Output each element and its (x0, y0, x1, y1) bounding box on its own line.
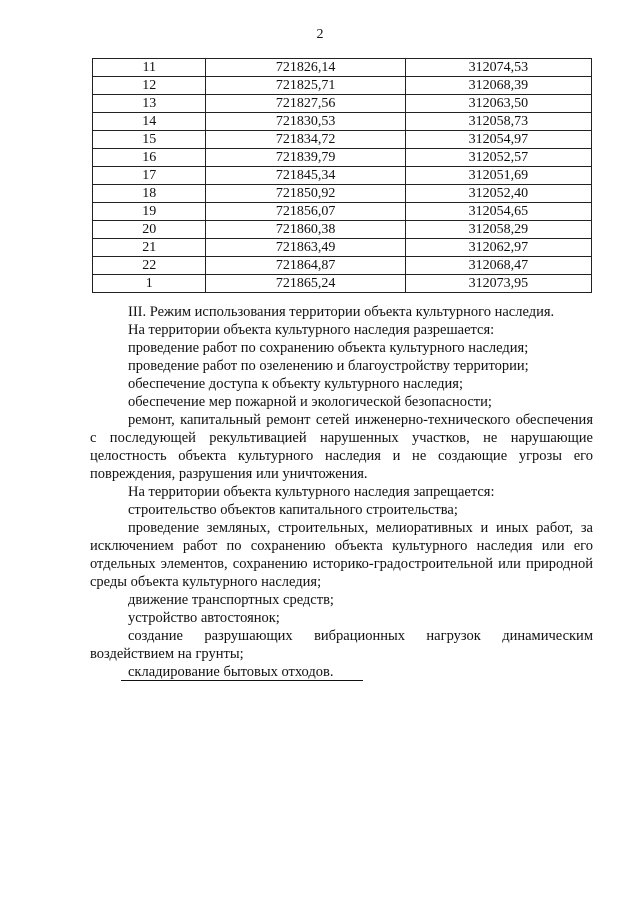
paragraph: На территории объекта культурного наследия разрешается: (128, 322, 495, 338)
paragraph: проведение земляных, строительных, мелиоративных и иных работ, за исключением работ по сохранению объекта культурного наследия или его отдельных элементов, сохранению историко-градостроительной или природной среды объекта культурного наследия; (90, 520, 593, 590)
y-coordinate-cell: 312051,69 (405, 167, 591, 185)
y-coordinate-cell: 312054,65 (405, 203, 591, 221)
y-coordinate-cell: 312058,29 (405, 221, 591, 239)
y-coordinate-cell: 312073,95 (405, 275, 591, 293)
y-coordinate-cell: 312054,97 (405, 131, 591, 149)
paragraph: устройство автостоянок; (128, 610, 280, 626)
point-number-cell: 19 (93, 203, 206, 221)
x-coordinate-cell: 721834,72 (206, 131, 405, 149)
x-coordinate-cell: 721845,34 (206, 167, 405, 185)
table-row (93, 59, 592, 77)
paragraph: ремонт, капитальный ремонт сетей инженерно-технического обеспечения с последующей рекультивацией нарушенных участков, не нарушающие целостность объекта культурного наследия и не создающие угрозы его повреждения, разрушения или уничтожения. (90, 412, 593, 482)
table-row (93, 239, 592, 257)
table-row (93, 185, 592, 203)
point-number-cell: 17 (93, 167, 206, 185)
table-row (93, 113, 592, 131)
paragraph: проведение работ по сохранению объекта культурного наследия; (128, 340, 529, 356)
end-separator-line (121, 680, 363, 681)
y-coordinate-cell: 312063,50 (405, 95, 591, 113)
y-coordinate-cell: 312058,73 (405, 113, 591, 131)
x-coordinate-cell: 721865,24 (206, 275, 405, 293)
page-number: 2 (316, 27, 324, 42)
x-coordinate-cell: 721860,38 (206, 221, 405, 239)
table-row (93, 167, 592, 185)
table-row (93, 77, 592, 95)
paragraph: На территории объекта культурного наследия запрещается: (128, 484, 495, 500)
point-number-cell: 13 (93, 95, 206, 113)
point-number-cell: 22 (93, 257, 206, 275)
x-coordinate-cell: 721850,92 (206, 185, 405, 203)
point-number-cell: 16 (93, 149, 206, 167)
x-coordinate-cell: 721839,79 (206, 149, 405, 167)
paragraph: обеспечение доступа к объекту культурного наследия; (128, 376, 464, 392)
section-heading: III. Режим использования территории объекта культурного наследия. (128, 304, 555, 320)
paragraph: проведение работ по озеленению и благоустройству территории; (128, 358, 529, 374)
table-row (93, 221, 592, 239)
point-number-cell: 15 (93, 131, 206, 149)
y-coordinate-cell: 312052,40 (405, 185, 591, 203)
coordinates-table-body (93, 59, 592, 293)
point-number-cell: 14 (93, 113, 206, 131)
point-number-cell: 20 (93, 221, 206, 239)
coordinates-table (92, 58, 592, 293)
point-number-cell: 11 (93, 59, 206, 77)
table-row (93, 275, 592, 293)
point-number-cell: 12 (93, 77, 206, 95)
x-coordinate-cell: 721830,53 (206, 113, 405, 131)
y-coordinate-cell: 312062,97 (405, 239, 591, 257)
x-coordinate-cell: 721827,56 (206, 95, 405, 113)
x-coordinate-cell: 721826,14 (206, 59, 405, 77)
table-row (93, 257, 592, 275)
point-number-cell: 18 (93, 185, 206, 203)
x-coordinate-cell: 721863,49 (206, 239, 405, 257)
y-coordinate-cell: 312052,57 (405, 149, 591, 167)
x-coordinate-cell: 721856,07 (206, 203, 405, 221)
paragraph: движение транспортных средств; (128, 592, 334, 608)
paragraph: создание разрушающих вибрационных нагрузок динамическим воздействием на грунты; (90, 628, 593, 662)
x-coordinate-cell: 721864,87 (206, 257, 405, 275)
point-number-cell: 21 (93, 239, 206, 257)
regime-section (90, 303, 593, 681)
x-coordinate-cell: 721825,71 (206, 77, 405, 95)
point-number-cell: 1 (93, 275, 206, 293)
y-coordinate-cell: 312068,47 (405, 257, 591, 275)
y-coordinate-cell: 312068,39 (405, 77, 591, 95)
table-row (93, 95, 592, 113)
table-row (93, 131, 592, 149)
table-row (93, 149, 592, 167)
y-coordinate-cell: 312074,53 (405, 59, 591, 77)
table-row (93, 203, 592, 221)
paragraph: строительство объектов капитального строительства; (128, 502, 458, 518)
paragraph: складирование бытовых отходов. (128, 664, 334, 680)
paragraph: обеспечение мер пожарной и экологической безопасности; (128, 394, 492, 410)
